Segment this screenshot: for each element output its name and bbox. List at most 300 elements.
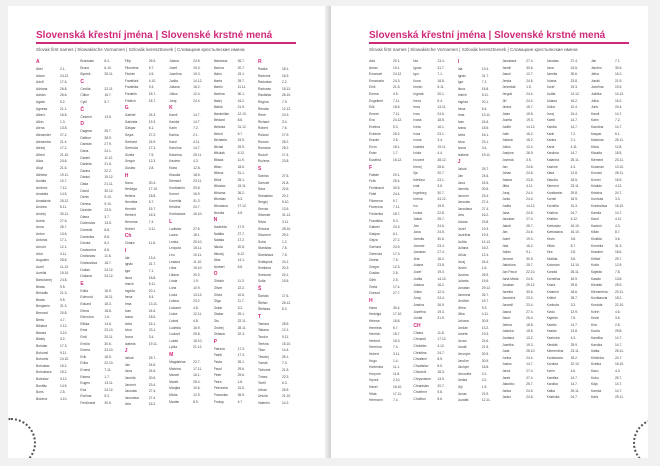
name-text: Judita	[413, 276, 423, 281]
name-text: Eugen	[80, 381, 90, 386]
name-day-date: 9.10.	[104, 195, 112, 200]
name-entry	[169, 318, 209, 325]
section-letter: N	[213, 217, 218, 224]
name-entry	[169, 399, 209, 406]
name-text: Jiřina	[457, 305, 466, 310]
name-entry	[502, 269, 542, 276]
name-day-date: 3.11.	[281, 220, 290, 225]
name-day-date: 16.2.	[526, 138, 534, 143]
name-day-date: 12.11.	[481, 398, 491, 403]
name-day-date: 26.2.	[393, 131, 401, 136]
name-day-date: 26.7.	[237, 59, 245, 63]
name-day-date: 2.8.	[614, 322, 621, 327]
name-entry	[125, 255, 165, 262]
name-entry	[369, 231, 409, 238]
name-text: Oľga	[213, 299, 221, 304]
name-text: Jasmína	[457, 292, 471, 297]
name-day-date: 28.6.	[437, 164, 445, 169]
name-text: Róbert	[257, 126, 268, 131]
name-day-date: 24.6.	[481, 338, 490, 343]
name-day-date: 16.9.	[614, 177, 623, 182]
name-entry	[214, 331, 254, 338]
name-day-date: 5.11.	[60, 205, 68, 210]
name-entry	[169, 191, 209, 198]
name-entry	[169, 245, 209, 252]
name-day-date: 12.4.	[437, 289, 445, 294]
name-text: Peter	[213, 373, 222, 378]
name-day-date: 24.1.	[281, 259, 290, 264]
name-text: Hana	[369, 305, 377, 310]
name-day-date: 25.11.	[614, 395, 624, 400]
name-day-date: 26.8.	[60, 86, 68, 91]
name-day-date: 9.11.	[60, 350, 68, 355]
name-day-date: 24.7.	[437, 350, 445, 355]
name-day-date: 26.7.	[60, 225, 68, 230]
name-entry	[547, 375, 587, 382]
name-day-date: 25.11.	[570, 157, 580, 162]
name-text: Jozefína	[457, 233, 471, 238]
name-entry	[591, 276, 631, 283]
name-entry	[458, 193, 498, 200]
name-entry	[80, 181, 120, 188]
name-text: Jozef	[502, 237, 511, 242]
name-text: Blažej	[36, 337, 45, 342]
name-day-date: 16.10.	[614, 204, 625, 209]
name-day-date: 9.11.	[281, 334, 290, 339]
name-text: Ignác	[124, 262, 133, 267]
section-letter: J	[457, 159, 461, 166]
name-text: Kornel	[169, 192, 179, 197]
name-day-date: 5.7.	[237, 131, 244, 136]
name-text: Jankó	[502, 395, 511, 400]
name-day-date: 29.8.	[193, 185, 201, 190]
name-day-date: 5.7.	[148, 200, 155, 205]
name-entry	[502, 170, 542, 177]
name-day-date: 7.2.	[193, 126, 199, 131]
name-entry	[458, 106, 498, 113]
name-text: Janka	[502, 388, 511, 393]
name-entry	[413, 269, 453, 276]
name-day-date: 9.5.	[60, 284, 66, 289]
name-entry	[125, 132, 165, 139]
left-page	[8, 6, 325, 458]
name-entry	[458, 145, 498, 152]
name-entry	[169, 139, 209, 146]
name-day-date: 30.11.	[60, 212, 69, 217]
name-entry	[169, 325, 209, 332]
name-entry	[369, 98, 409, 105]
name-day-date: 24.5.	[570, 65, 578, 70]
name-entry	[591, 342, 631, 349]
name-entry	[125, 98, 165, 105]
name-entry	[547, 150, 587, 157]
name-text: Kevin	[590, 316, 600, 321]
name-entry	[458, 377, 498, 384]
name-text: Petra	[213, 379, 222, 384]
name-text: Ivana	[457, 126, 466, 131]
name-text: Drahoslava	[80, 261, 98, 266]
name-text: Štefánia	[257, 307, 271, 312]
name-text: Ada	[369, 59, 375, 63]
name-entry	[547, 342, 587, 349]
name-day-date: 21.1.	[60, 106, 68, 111]
name-day-date: 16.9.	[193, 192, 201, 197]
name-day-date: 31.12.	[281, 213, 292, 218]
name-text: Bohuslav	[36, 363, 50, 368]
name-entry	[80, 71, 120, 78]
name-entry	[214, 196, 254, 203]
name-text: Fridrich	[124, 98, 136, 103]
name-text: Rastislav	[257, 93, 272, 98]
name-text: Tímea	[257, 374, 268, 379]
name-day-date: 21.9.	[614, 78, 623, 83]
name-text: Emanuel	[369, 72, 383, 77]
name-day-date: 18.8.	[481, 86, 490, 91]
name-entry	[369, 104, 409, 111]
name-text: Ľudovít	[169, 332, 180, 337]
name-text: Jarolím	[457, 358, 469, 363]
name-day-date: 4.12.	[570, 217, 578, 222]
name-text: Krištof	[590, 256, 601, 261]
name-day-date: 29.2.	[281, 233, 290, 238]
name-entry	[125, 199, 165, 206]
name-text: Jelena	[502, 322, 512, 327]
name-day-date: 24.6.	[148, 362, 157, 367]
name-day-date: 23.11.	[614, 157, 624, 162]
name-day-date: 18.5.	[570, 177, 578, 182]
name-entry	[591, 111, 631, 118]
name-text: Lívia	[169, 286, 177, 290]
name-text: Kolomán	[546, 263, 560, 268]
name-entry	[214, 150, 254, 157]
name-entry	[369, 185, 409, 192]
name-text: Klára	[546, 171, 555, 176]
name-entry	[458, 384, 498, 391]
name-text: Iveta	[124, 321, 132, 326]
name-entry	[369, 257, 409, 264]
name-entry	[169, 58, 209, 65]
name-day-date: 8.5.	[437, 357, 443, 362]
name-text: Karol	[590, 217, 599, 222]
name-entry	[169, 379, 209, 386]
name-entry	[458, 199, 498, 206]
name-day-date: 29.6.	[237, 366, 245, 371]
name-day-date: 11.8.	[393, 371, 401, 376]
name-columns	[369, 58, 631, 446]
name-entry	[214, 98, 254, 105]
name-entry	[258, 321, 298, 328]
name-entry	[413, 236, 453, 243]
name-day-date: 3.2.	[237, 305, 244, 310]
name-day-date: 16.2.	[437, 256, 445, 261]
name-text: Stanislava	[257, 253, 274, 258]
name-day-date: 26.2.	[237, 190, 245, 195]
name-day-date: 14.7.	[570, 151, 578, 156]
name-text: Josefa	[457, 332, 468, 337]
name-day-date: 17.6.	[281, 294, 290, 298]
name-text: Jaroslava	[502, 59, 517, 63]
name-entry	[458, 232, 498, 239]
name-entry	[214, 144, 254, 151]
name-text: Jana	[413, 230, 421, 235]
name-text: Kristián	[590, 184, 602, 189]
name-text: Julie	[502, 131, 509, 136]
name-text: Jaroslav	[502, 217, 515, 222]
name-text: Tichomír	[257, 367, 271, 372]
name-text: Gejza	[124, 132, 134, 137]
name-text: Horymír	[369, 371, 381, 376]
name-text: Kazimíra	[546, 335, 560, 340]
name-day-date: 4.6.	[570, 368, 577, 373]
name-entry	[258, 92, 298, 99]
name-text: Bystrík	[80, 72, 91, 77]
name-day-date: 22.10.	[570, 362, 580, 367]
name-entry	[169, 185, 209, 192]
name-day-date: 22.2.	[237, 286, 245, 290]
name-text: Kazo	[590, 368, 599, 373]
name-day-date: 6.10.	[104, 65, 112, 70]
name-day-date: 5.11.	[437, 85, 445, 90]
name-entry	[369, 331, 409, 338]
name-text: Jan	[502, 164, 508, 169]
name-text: Albín	[36, 119, 44, 124]
name-entry	[80, 294, 120, 301]
name-day-date: 18.2.	[614, 296, 623, 301]
name-entry	[80, 327, 120, 334]
name-text: Denisa	[80, 201, 91, 206]
name-entry	[36, 396, 76, 403]
name-day-date: 10.6.	[193, 386, 201, 391]
name-text: Kvetoslava	[546, 230, 563, 235]
name-text: Stanislav	[257, 246, 272, 251]
name-day-date: 17.12.	[237, 204, 247, 209]
name-text: Boris	[36, 390, 44, 395]
name-entry	[258, 73, 298, 80]
name-text: Kajetán	[546, 316, 558, 321]
name-entry	[502, 144, 542, 151]
name-entry	[169, 98, 209, 105]
name-entry	[258, 199, 298, 206]
name-text: Chotibor	[413, 396, 426, 401]
name-day-date: 16.8.	[60, 113, 68, 118]
name-day-date: 16.2.	[437, 283, 445, 288]
name-text: Kája	[590, 382, 598, 387]
name-text: Florencia	[369, 205, 383, 210]
name-text: Patrik	[213, 353, 222, 358]
name-text: Jakub	[502, 223, 511, 228]
name-text: Alica	[36, 159, 44, 164]
name-text: Judith	[502, 124, 511, 129]
name-text: Tamara	[257, 321, 269, 326]
name-entry	[502, 223, 542, 230]
name-entry	[214, 292, 254, 299]
name-day-date: 29.8.	[570, 190, 578, 195]
name-day-date: 3.3.	[614, 197, 621, 202]
name-day-date: 13.4.	[148, 255, 157, 260]
name-text: Jordana	[502, 335, 515, 340]
name-day-date: 28.5.	[281, 321, 290, 326]
name-day-date: 18.1.	[281, 67, 290, 71]
name-entry	[458, 272, 498, 279]
name-entry	[125, 308, 165, 315]
name-text: Františka	[124, 85, 139, 90]
name-column	[413, 58, 453, 446]
name-text: Julián	[502, 250, 511, 255]
name-entry	[258, 125, 298, 132]
name-day-date: 20.1.	[437, 91, 445, 96]
name-entry	[413, 137, 453, 144]
name-day-date: 4.4.	[437, 151, 443, 156]
name-text: Radomír	[257, 73, 271, 78]
name-day-date: 29.12.	[526, 283, 536, 288]
name-entry	[80, 308, 120, 315]
name-text: Konrád	[546, 270, 558, 274]
name-text: Lesana	[169, 259, 180, 264]
name-text: Ilona	[413, 78, 421, 83]
name-day-date: 23.4.	[437, 243, 445, 248]
name-day-date: 16.2.	[614, 98, 623, 103]
name-day-date: 26.1.	[237, 359, 245, 364]
name-text: Elena	[80, 308, 89, 313]
name-entry	[502, 91, 542, 98]
name-day-date: 18.6.	[237, 164, 245, 169]
name-day-date: 24.4.	[526, 98, 534, 103]
name-day-date: 19.3.	[570, 85, 578, 90]
name-entry	[547, 335, 587, 342]
name-text: Jeremiáš	[502, 85, 516, 90]
name-day-date: 29.8.	[614, 329, 623, 334]
name-entry	[80, 360, 120, 367]
name-day-date: 18.7.	[104, 261, 112, 266]
name-text: Emil	[80, 334, 87, 339]
name-day-date: 27.9.	[104, 142, 112, 147]
name-day-date: 15.6.	[481, 279, 490, 284]
name-text: Patrícia	[213, 346, 225, 351]
section-letter: T	[257, 313, 262, 320]
name-text: Damián	[80, 142, 92, 147]
name-text: Jitka	[457, 312, 465, 317]
name-day-date: 14.12.	[526, 124, 536, 129]
section-letter: K	[169, 105, 173, 112]
name-text: Chranislav	[413, 383, 429, 388]
name-entry	[547, 84, 587, 91]
name-day-date: 26.9.	[481, 272, 490, 277]
name-text: Svetozár	[257, 272, 271, 277]
name-text: Kosťa	[590, 329, 600, 334]
name-text: Ľuboš	[169, 318, 179, 323]
name-day-date: 29.12.	[481, 286, 491, 290]
name-entry	[36, 251, 76, 258]
name-entry	[369, 251, 409, 258]
name-entry	[36, 172, 76, 179]
name-text: Jozef	[413, 270, 422, 274]
name-entry	[591, 262, 631, 269]
name-text: Nina	[213, 258, 221, 263]
name-text: Igor	[457, 80, 464, 85]
name-text: Bibiána	[36, 324, 47, 329]
name-day-date: 23.10.	[104, 348, 114, 353]
name-text: Judita	[502, 204, 511, 209]
name-text: Milada	[213, 157, 224, 162]
name-text: Kvirín	[546, 368, 555, 373]
name-text: Romana	[257, 146, 271, 151]
name-text: Jozefína	[169, 72, 182, 77]
name-text: Jozafat	[457, 398, 469, 403]
name-day-date: 12.4.	[193, 91, 201, 96]
name-day-date: 7.4.	[393, 398, 399, 403]
name-day-date: 7.3.	[281, 361, 288, 366]
name-text: Michaela	[213, 138, 227, 143]
name-text: Ernest	[369, 111, 379, 116]
name-entry	[502, 196, 542, 203]
name-entry	[458, 397, 498, 404]
name-text: Eduard	[80, 302, 92, 306]
name-day-date: 15.2.	[60, 363, 68, 368]
name-text: Šarlota	[257, 294, 269, 298]
name-entry	[36, 363, 76, 370]
name-day-date: 6.12.	[237, 151, 245, 156]
name-entry	[547, 262, 587, 269]
name-day-date: 18.8.	[148, 193, 157, 198]
name-text: Karol	[546, 144, 555, 149]
name-text: Kamil	[169, 113, 178, 118]
name-text: Karolína	[169, 146, 182, 151]
name-entry	[258, 239, 298, 246]
name-day-date: 23.4.	[526, 302, 534, 307]
name-entry	[502, 71, 542, 78]
name-day-date: 9.3.	[481, 305, 488, 310]
name-entry	[413, 124, 453, 131]
name-day-date: 24.12.	[104, 387, 114, 392]
name-entry	[36, 132, 76, 139]
name-day-date: 14.7.	[193, 119, 201, 124]
name-text: Teofil	[257, 381, 266, 386]
name-day-date: 27.6.	[60, 218, 68, 223]
name-entry	[36, 323, 76, 330]
name-text: Jozefína	[590, 85, 604, 90]
name-entry	[258, 306, 298, 313]
name-text: Jovan	[457, 338, 467, 343]
name-day-date: 14.4.	[281, 348, 290, 353]
name-day-date: 7.11.	[104, 367, 112, 372]
name-day-date: 24.4.	[193, 98, 201, 103]
name-day-date: 16.3.	[148, 213, 157, 218]
name-text: Dáša	[80, 181, 89, 186]
name-entry	[169, 344, 209, 351]
name-day-date: 6.1.	[614, 131, 621, 136]
name-text: Diana	[80, 214, 90, 219]
name-text: Aman	[369, 65, 378, 70]
name-text: Agáta	[36, 99, 45, 104]
name-day-date: 23.1.	[148, 328, 157, 333]
name-text: Ilja	[413, 171, 418, 176]
name-entry	[36, 73, 76, 80]
name-entry	[502, 256, 542, 263]
name-text: Kornélius	[546, 276, 561, 281]
name-text: Klementína	[546, 349, 564, 354]
name-entry	[258, 367, 298, 374]
name-entry	[36, 165, 76, 172]
name-text: Filip	[124, 59, 131, 63]
name-entry	[591, 65, 631, 72]
name-day-date: 3.4.	[481, 146, 488, 151]
name-text: Darina	[80, 168, 91, 173]
name-day-date: 16.2.	[481, 213, 490, 218]
name-text: Katka	[590, 349, 600, 354]
name-day-date: 31.7.	[437, 65, 445, 70]
name-text: Jurko	[502, 197, 511, 202]
name-text: Rudolf	[257, 152, 268, 157]
